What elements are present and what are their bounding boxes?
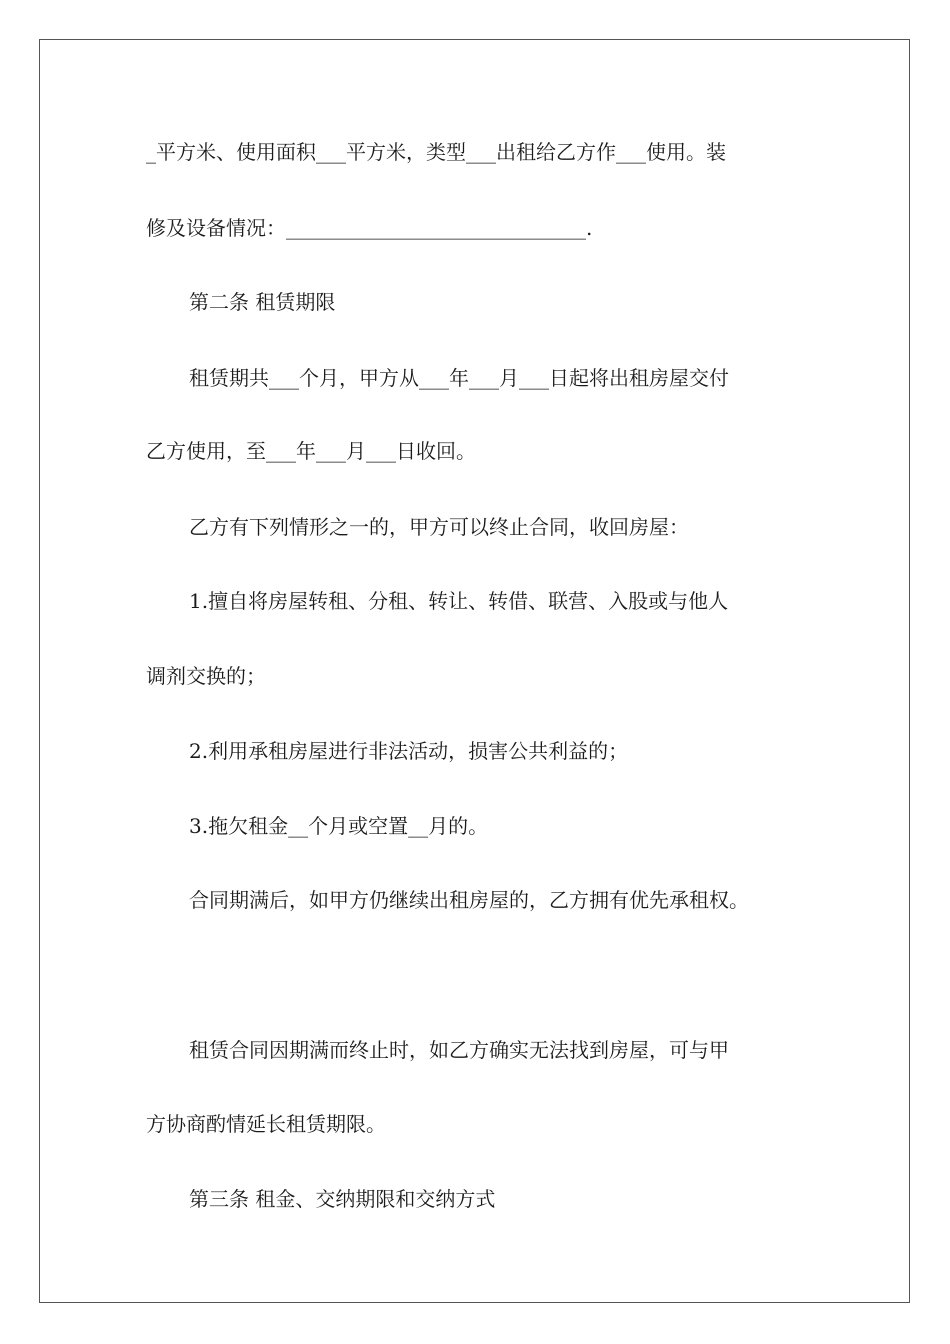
- list-item-1: 1.擅自将房屋转租、分租、转让、转借、联营、入股或与他人: [189, 589, 729, 613]
- text-line-area: _平方米、使用面积___平方米，类型___出租给乙方作___使用。装: [146, 140, 726, 164]
- text-line-return-date: 乙方使用，至___年___月___日收回。: [146, 439, 476, 463]
- section-heading-rent: 第三条 租金、交纳期限和交纳方式: [189, 1187, 496, 1211]
- list-item-1-continued: 调剂交换的；: [146, 664, 266, 688]
- list-item-3: 3.拖欠租金__个月或空置__月的。: [189, 814, 489, 838]
- text-line-priority-right: 合同期满后，如甲方仍继续出租房屋的，乙方拥有优先承租权。: [189, 888, 749, 912]
- list-item-2: 2.利用承租房屋进行非法活动，损害公共利益的；: [189, 739, 629, 763]
- text-line-extension-continued: 方协商酌情延长租赁期限。: [146, 1112, 386, 1136]
- text-line-termination-intro: 乙方有下列情形之一的，甲方可以终止合同，收回房屋：: [189, 515, 689, 539]
- text-line-fixtures: 修及设备情况：______________________________.: [146, 216, 593, 240]
- text-line-lease-period: 租赁期共___个月，甲方从___年___月___日起将出租房屋交付: [189, 366, 729, 390]
- section-heading-lease-term: 第二条 租赁期限: [189, 290, 336, 314]
- text-line-extension: 租赁合同因期满而终止时，如乙方确实无法找到房屋，可与甲: [189, 1038, 729, 1062]
